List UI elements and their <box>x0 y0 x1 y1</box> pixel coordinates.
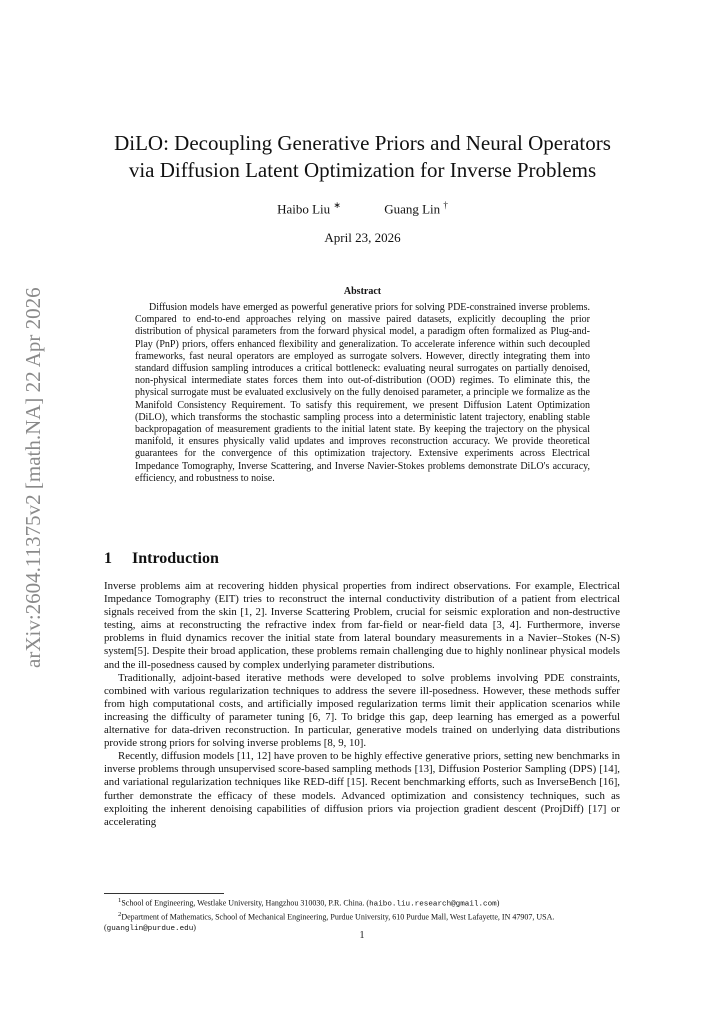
footnote-divider <box>104 893 224 894</box>
section-title: Introduction <box>132 550 219 567</box>
author-list <box>100 200 625 217</box>
title-line-1: DiLO: Decoupling Generative Priors and Neural Operators <box>114 131 611 155</box>
footnote-text: Department of Mathematics, School of Mechanical Engineering, Purdue University, 610 Purdue Mall, West Lafayette, IN 47907, USA. ( <box>104 912 555 933</box>
paragraph: Recently, diffusion models [11, 12] have proven to be highly effective generative priors, setting new benchmarks in inverse problems through unsupervised score-based sampling methods [13], Diffusion Posterior Sampling (DPS) [14], and variational regularization techniques like RED-diff [15]. Recent benchmarking efforts, such as InverseBench [16], further demonstrate the efficacy of these models. Advanced optimization and consistency techniques, such as exploiting the inherent denoising capabilities of diffusion priors via projection gradient descent (ProjDiff) [17] or accelerating <box>104 750 620 828</box>
page-number: 1 <box>359 930 365 941</box>
abstract-heading: Abstract <box>343 286 382 297</box>
section-heading <box>104 550 624 568</box>
author-name: Haibo Liu <box>277 201 331 217</box>
abstract-text: Diffusion models have emerged as powerful generative priors for solving PDE-constrained inverse problems. Compared to end-to-end approaches relying on massive paired datasets, explicitly decoupling the prior distribution of physical parameters from the forward physical model, a paradigm often formalized as Plug-and-Play (PnP) priors, offers enhanced flexibility and generalization. To accelerate inference within such decoupled frameworks, fast neural operators are employed as surrogate solvers. However, directly integrating them into standard diffusion sampling introduces a critical bottleneck: evaluating neural surrogates on partially denoised, non-physical intermediate states forces them into out-of-distribution (OOD) regimes. To eliminate this, the physical surrogate must be evaluated exclusively on the fully denoised parameter, a principle we formalize as the Manifold Consistency Requirement. To satisfy this requirement, we present Diffusion Latent Optimization (DiLO), which transforms the stochastic sampling process into a deterministic latent trajectory, enabling stable backpropagation of measurement gradients to the initial latent state. By keeping the trajectory on the physical manifold, it ensures physically valid updates and improves reconstruction accuracy. We provide theoretical guarantees for the convergence of this optimization trajectory. Extensive experiments across Electrical Impedance Tomography, Inverse Scattering, and Inverse Navier-Stokes problems demonstrate DiLO's accuracy, efficiency, and robustness to noise. <box>135 302 590 484</box>
body-text <box>104 580 620 829</box>
author-1 <box>277 200 341 217</box>
author-footnote-mark: † <box>443 200 448 210</box>
arxiv-identifier-stamp: arXiv:2604.11375v2 [math.NA] 22 Apr 2026 <box>21 287 45 668</box>
footnote-mark: 2 <box>118 911 122 919</box>
footnote-email: guanglin@purdue.edu <box>106 925 194 934</box>
author-2 <box>384 200 448 217</box>
author-footnote-mark: ∗ <box>333 200 341 210</box>
footnote-email: haibo.liu.research@gmail.com <box>369 900 497 909</box>
paragraph: Traditionally, adjoint-based iterative methods were developed to solve problems involving PDE constraints, combined with various regularization techniques to address the severe ill-posedness. However, these methods suffer from high computational costs, and artificially imposed regularization terms limit their application scenarios while increasing the difficulty of parameter tuning [6, 7]. To bridge this gap, deep learning has emerged as a powerful alternative for data-driven reconstruction. In particular, generative models trained on underlying data distributions provide strong priors for solving inverse problems [8, 9, 10]. <box>104 671 620 750</box>
paragraph: Inverse problems aim at recovering hidden physical properties from indirect observations. For example, Electrical Impedance Tomography (EIT) tries to reconstruct the internal conductivity distribution of a patient from electrical signals received from the skin [1, 2]. Inverse Scattering Problem, crucial for seismic exploration and non-destructive testing, aims at reconstructing the refractive index from far-field or near-field data [3, 4]. Furthermore, inverse problems in fluid dynamics recover the initial state from lateral boundary measurements in a Navier–Stokes (N-S) system[5]. Despite their broad application, these problems remain challenging due to highly nonlinear physical models and the ill-posedness caused by complex underlying parameter distributions. <box>104 580 620 671</box>
section-number: 1 <box>104 550 112 567</box>
footnote-close: ) <box>496 898 500 908</box>
footnote-text: School of Engineering, Westlake University, Hangzhou 310030, P.R. China. ( <box>121 898 370 908</box>
paper-title <box>80 130 645 184</box>
paper-date: April 23, 2026 <box>324 230 401 245</box>
footnotes <box>104 896 620 935</box>
footnote-mark: 1 <box>118 897 122 904</box>
title-line-2: via Diffusion Latent Optimization for Inverse Problems <box>128 158 597 182</box>
footnote-1 <box>104 896 620 910</box>
author-name: Guang Lin <box>384 201 441 217</box>
footnote-close: ) <box>193 923 196 933</box>
